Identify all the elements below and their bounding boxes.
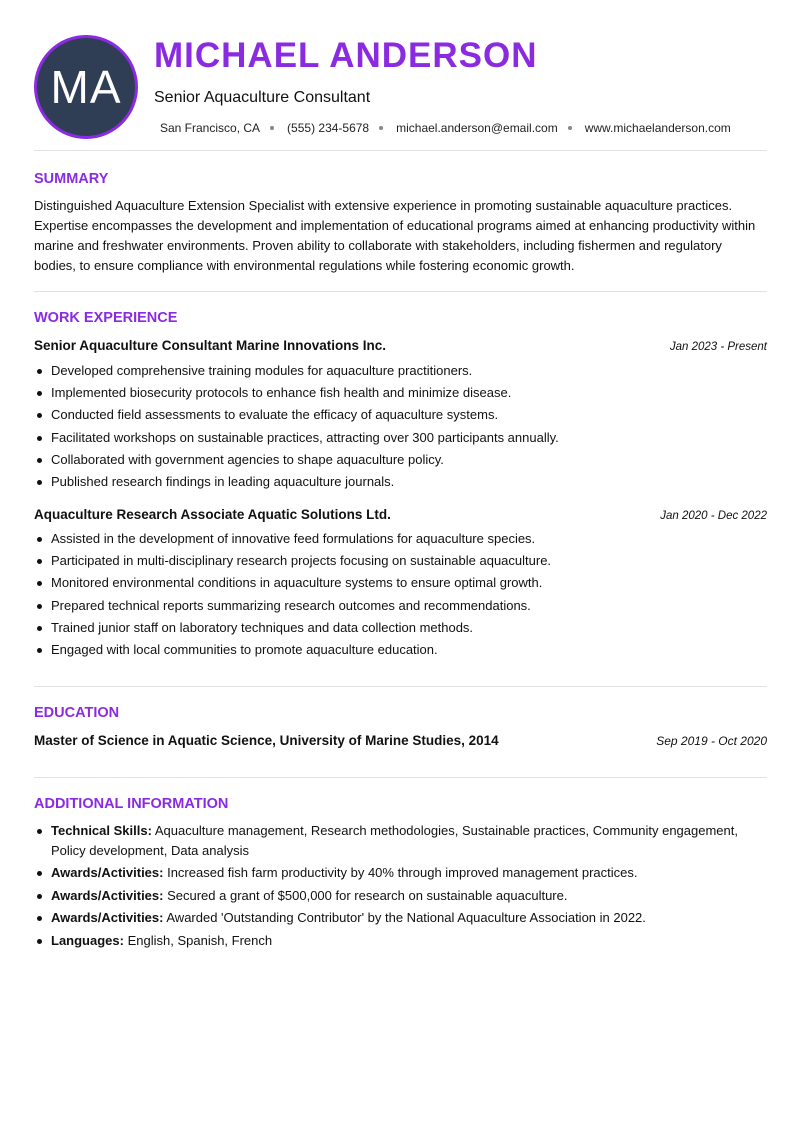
separator-dot-icon bbox=[379, 126, 383, 130]
list-item: Engaged with local communities to promote aquaculture education. bbox=[34, 639, 767, 661]
contact-phone: (555) 234-5678 bbox=[287, 121, 370, 135]
list-item: Conducted field assessments to evaluate the efficacy of aquaculture systems. bbox=[34, 404, 767, 426]
divider bbox=[34, 777, 767, 778]
info-label: Technical Skills: bbox=[51, 823, 152, 838]
separator-dot-icon bbox=[270, 126, 274, 130]
summary-heading: SUMMARY bbox=[34, 171, 109, 187]
contact-website[interactable]: www.michaelanderson.com bbox=[584, 121, 731, 135]
job-title: Aquaculture Research Associate Aquatic Solutions Ltd. bbox=[34, 507, 391, 522]
list-item: Monitored environmental conditions in aquaculture systems to ensure optimal growth. bbox=[34, 572, 767, 594]
list-item bbox=[34, 886, 767, 906]
list-item: Published research findings in leading aquaculture journals. bbox=[34, 471, 767, 493]
info-text: Secured a grant of $500,000 for research on sustainable aquaculture. bbox=[167, 887, 568, 903]
list-item: Prepared technical reports summarizing research outcomes and recommendations. bbox=[34, 595, 767, 617]
list-item: Implemented biosecurity protocols to enhance fish health and minimize disease. bbox=[34, 382, 767, 404]
info-text: Awarded 'Outstanding Contributor' by the National Aquaculture Association in 2022. bbox=[166, 910, 646, 925]
contact-email[interactable]: michael.anderson@email.com bbox=[396, 121, 558, 135]
additional-info-list bbox=[34, 821, 767, 953]
info-label: Languages: bbox=[51, 932, 124, 948]
list-item bbox=[34, 821, 767, 860]
list-item: Collaborated with government agencies to shape aquaculture policy. bbox=[34, 449, 767, 471]
list-item bbox=[34, 863, 767, 883]
list-item bbox=[34, 908, 767, 928]
summary-text: Distinguished Aquaculture Extension Specialist with extensive experience in promoting sustainable aquaculture practices. Expertise encompasses the development and implementation of educational programs aimed at enhancing productivity within marine and freshwater environments. Proven ability to collaborate with stakeholders, including fishermen and regulatory bodies, to ensure compliance with environmental regulations while fostering economic growth. bbox=[34, 198, 756, 273]
candidate-title: Senior Aquaculture Consultant bbox=[154, 89, 371, 106]
separator-dot-icon bbox=[568, 126, 572, 130]
list-item: Developed comprehensive training modules for aquaculture practitioners. bbox=[34, 360, 767, 382]
education-entry bbox=[34, 733, 767, 748]
info-label: Awards/Activities: bbox=[51, 887, 164, 903]
job-dates: Jan 2020 - Dec 2022 bbox=[660, 510, 767, 522]
list-item: Trained junior staff on laboratory techniques and data collection methods. bbox=[34, 617, 767, 639]
info-text: Aquaculture management, Research methodologies, Sustainable practices, Community engagement, Policy development, Data analysis bbox=[51, 823, 738, 858]
divider bbox=[34, 686, 767, 687]
contact-location: San Francisco, CA bbox=[160, 121, 261, 135]
info-text: English, Spanish, French bbox=[127, 932, 273, 948]
list-item: Participated in multi-disciplinary research projects focusing on sustainable aquaculture. bbox=[34, 550, 767, 572]
divider bbox=[34, 150, 767, 151]
job-header bbox=[34, 507, 767, 522]
info-label: Awards/Activities: bbox=[51, 910, 164, 925]
job-dates: Jan 2023 - Present bbox=[669, 341, 767, 353]
avatar-initials: MA bbox=[50, 61, 122, 113]
education-degree: Master of Science in Aquatic Science, University of Marine Studies, 2014 bbox=[34, 733, 499, 748]
contact-bar bbox=[160, 121, 731, 135]
info-text: Increased fish farm productivity by 40% through improved management practices. bbox=[167, 865, 638, 880]
job-header bbox=[34, 338, 767, 353]
job-bullets bbox=[34, 528, 767, 661]
avatar bbox=[34, 35, 138, 139]
education-dates: Sep 2019 - Oct 2020 bbox=[656, 734, 767, 748]
candidate-name: MICHAEL ANDERSON bbox=[154, 36, 538, 75]
list-item bbox=[34, 931, 767, 951]
additional-info-heading: ADDITIONAL INFORMATION bbox=[34, 796, 229, 812]
divider bbox=[34, 291, 767, 292]
list-item: Facilitated workshops on sustainable practices, attracting over 300 participants annually. bbox=[34, 427, 767, 449]
job-title: Senior Aquaculture Consultant Marine Innovations Inc. bbox=[34, 338, 387, 353]
job-bullets bbox=[34, 360, 767, 493]
education-heading: EDUCATION bbox=[34, 705, 120, 721]
work-experience-heading: WORK EXPERIENCE bbox=[34, 310, 178, 326]
list-item: Assisted in the development of innovative feed formulations for aquaculture species. bbox=[34, 528, 767, 550]
info-label: Awards/Activities: bbox=[51, 865, 164, 880]
